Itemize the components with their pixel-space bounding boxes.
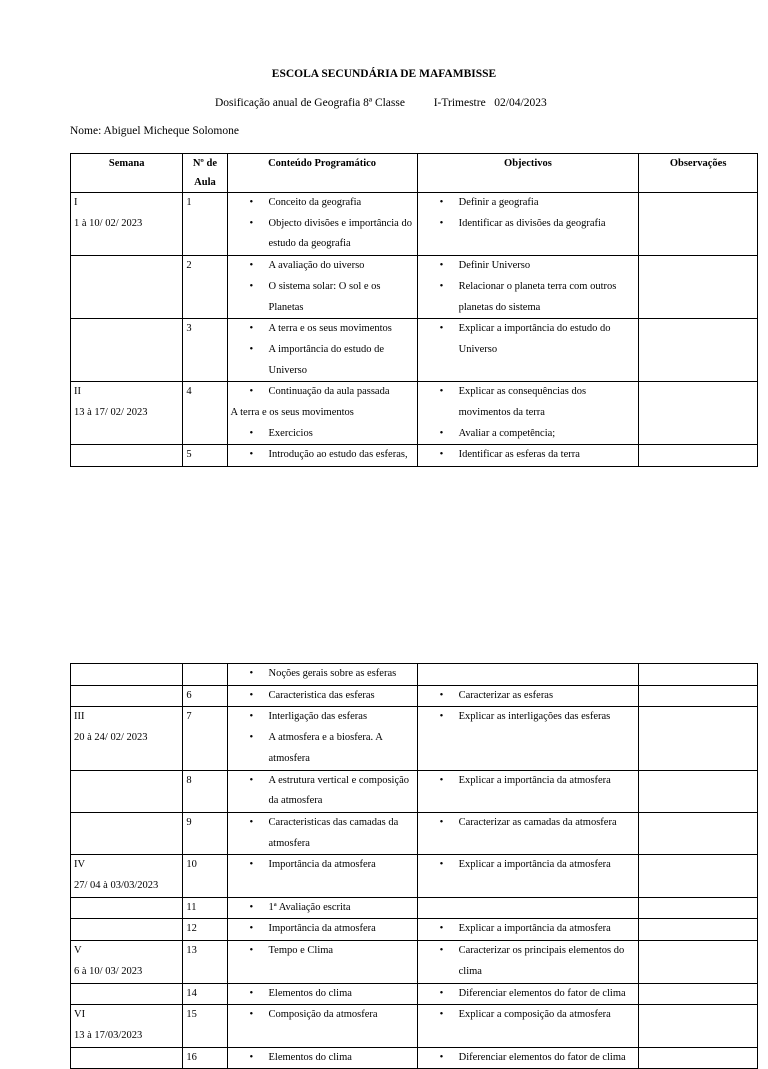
observations-cell: [639, 445, 758, 467]
week-dates: 13 à 17/03/2023: [74, 1029, 143, 1041]
content-item: • Tempo e Clima: [269, 941, 414, 962]
week-cell: [71, 664, 183, 686]
lesson-number-cell: 13: [183, 941, 227, 983]
content-item: • A atmosfera e a biosfera. A atmosfera: [269, 728, 414, 769]
table-row: [71, 685, 758, 707]
lesson-number-cell: 9: [183, 812, 227, 854]
content-list: [231, 771, 414, 812]
observations-cell: [639, 983, 758, 1005]
lesson-number-cell: 14: [183, 983, 227, 1005]
content-cell: [227, 812, 417, 854]
content-cell: [227, 770, 417, 812]
content-list: [231, 664, 414, 685]
week-label: IV: [74, 859, 86, 871]
content-list: [231, 813, 414, 854]
content-cell: [227, 941, 417, 983]
observations-cell: [639, 256, 758, 319]
table-row: [71, 855, 758, 897]
content-item: • Importância da atmosfera: [269, 919, 414, 940]
table-row: [71, 445, 758, 467]
table-row: [71, 897, 758, 919]
lesson-number-cell: [183, 664, 227, 686]
objective-item: • Explicar as consequências dos movimentos da terra: [459, 382, 636, 423]
observations-cell: [639, 941, 758, 983]
objectives-list: [421, 707, 636, 728]
week-cell: [71, 319, 183, 382]
lesson-number-cell: 1: [183, 193, 227, 256]
content-cell: [227, 685, 417, 707]
content-cell: [227, 664, 417, 686]
objective-item: • Diferenciar elementos do fator de clima: [459, 1048, 636, 1069]
observations-cell: [639, 1005, 758, 1047]
lesson-number-cell: 11: [183, 897, 227, 919]
lesson-number-cell: 8: [183, 770, 227, 812]
table-row: [71, 256, 758, 319]
week-cell: [71, 770, 183, 812]
header-content: Conteúdo Programático: [227, 154, 417, 193]
week-cell: [71, 445, 183, 467]
objectives-cell: [417, 319, 639, 382]
observations-cell: [639, 707, 758, 770]
objectives-cell: [417, 770, 639, 812]
table-row: [71, 919, 758, 941]
content-item: • Objecto divisões e importância do estudo da geografia: [269, 214, 414, 255]
content-item: • Introdução ao estudo das esferas,: [269, 445, 414, 466]
content-list: [231, 193, 414, 255]
week-cell: [71, 1005, 183, 1047]
objectives-cell: [417, 919, 639, 941]
objectives-cell: [417, 193, 639, 256]
header-lesson-number: Nº de Aula: [183, 154, 227, 193]
content-cell: [227, 1047, 417, 1069]
lesson-number-cell: 4: [183, 382, 227, 445]
objectives-list: [421, 813, 636, 834]
content-list: [231, 256, 414, 318]
objectives-list: [421, 256, 636, 318]
objective-item: • Diferenciar elementos do fator de clima: [459, 984, 636, 1005]
observations-cell: [639, 919, 758, 941]
week-dates: 13 à 17/ 02/ 2023: [74, 407, 148, 419]
objectives-cell: [417, 664, 639, 686]
table-row: [71, 382, 758, 445]
table-row: [71, 812, 758, 854]
content-cell: [227, 445, 417, 467]
table-row: [71, 983, 758, 1005]
observations-cell: [639, 319, 758, 382]
content-list: [231, 319, 414, 381]
lesson-number-cell: 16: [183, 1047, 227, 1069]
objective-item: • Explicar a importância do estudo do Universo: [459, 319, 636, 360]
content-item: • A estrutura vertical e composição da atmosfera: [269, 771, 414, 812]
content-item: • Exercicios: [269, 424, 414, 445]
week-cell: [71, 382, 183, 445]
content-cell: [227, 707, 417, 770]
objectives-cell: [417, 812, 639, 854]
table-row: [71, 770, 758, 812]
objectives-cell: [417, 382, 639, 445]
week-label: I: [74, 197, 78, 208]
week-dates: 6 à 10/ 03/ 2023: [74, 965, 143, 977]
content-cell: [227, 919, 417, 941]
objectives-cell: [417, 707, 639, 770]
objective-item: • Caracterizar as camadas da atmosfera: [459, 813, 636, 834]
objectives-list: [421, 941, 636, 982]
content-item: • Caracteristica das esferas: [269, 686, 414, 707]
lesson-number-cell: 12: [183, 919, 227, 941]
objective-item: • Relacionar o planeta terra com outros planetas do sistema: [459, 277, 636, 318]
objectives-cell: [417, 897, 639, 919]
content-plain-text: A terra e os seus movimentos: [230, 407, 354, 419]
content-cell: [227, 193, 417, 256]
objectives-list: [421, 445, 636, 466]
observations-cell: [639, 193, 758, 256]
content-cell: [227, 897, 417, 919]
dosification-table-page-1: [70, 153, 758, 467]
content-item: • Continuação da aula passada: [269, 382, 414, 403]
table-row: [71, 664, 758, 686]
content-item: • Noções gerais sobre as esferas: [269, 664, 414, 685]
table-header-row: [71, 154, 758, 193]
objective-item: • Explicar a importância da atmosfera: [459, 855, 636, 876]
lesson-number-cell: 5: [183, 445, 227, 467]
student-name: Nome: Abiguel Micheque Solomone: [70, 125, 239, 137]
objectives-list: [421, 193, 636, 234]
lesson-number-cell: 15: [183, 1005, 227, 1047]
content-list: [231, 707, 414, 769]
objective-item: • Identificar as divisões da geografia: [459, 214, 636, 235]
content-list: [231, 855, 414, 876]
week-dates: 20 à 24/ 02/ 2023: [74, 732, 148, 744]
objective-item: • Explicar a importância da atmosfera: [459, 771, 636, 792]
week-label: VI: [74, 1009, 86, 1021]
content-item: • O sistema solar: O sol e os Planetas: [269, 277, 414, 318]
objectives-cell: [417, 256, 639, 319]
content-cell: [227, 319, 417, 382]
objective-item: • Definir Universo: [459, 256, 636, 277]
lesson-number-cell: 2: [183, 256, 227, 319]
week-label: V: [74, 945, 82, 957]
objectives-list: [421, 1005, 636, 1026]
document-subtitle: Dosificação anual de Geografia 8ª Classe I-Trimestre 02/04/2023: [215, 97, 547, 109]
content-item: • A importância do estudo de Universo: [269, 340, 414, 381]
content-list: [231, 919, 414, 940]
content-item: • Importância da atmosfera: [269, 855, 414, 876]
content-list: [231, 445, 414, 466]
content-item: • Interligação das esferas: [269, 707, 414, 728]
objectives-cell: [417, 983, 639, 1005]
observations-cell: [639, 664, 758, 686]
week-cell: [71, 256, 183, 319]
table-row: [71, 1005, 758, 1047]
week-cell: [71, 941, 183, 983]
objectives-list: [421, 686, 636, 707]
table-row: [71, 319, 758, 382]
objective-item: • Explicar a composição da atmosfera: [459, 1005, 636, 1026]
observations-cell: [639, 812, 758, 854]
week-dates: 1 à 10/ 02/ 2023: [74, 217, 143, 229]
content-cell: [227, 256, 417, 319]
objectives-list: [421, 319, 636, 360]
week-cell: [71, 919, 183, 941]
objective-item: • Explicar a importância da atmosfera: [459, 919, 636, 940]
content-list: [231, 382, 414, 403]
table-row: [71, 1047, 758, 1069]
table-row: [71, 707, 758, 770]
objectives-list: [421, 984, 636, 1005]
objective-item: • Definir a geografia: [459, 193, 636, 214]
content-list: [231, 686, 414, 707]
week-cell: [71, 685, 183, 707]
week-label: II: [74, 386, 81, 398]
objectives-cell: [417, 685, 639, 707]
table-row: [71, 193, 758, 256]
content-item: • A terra e os seus movimentos: [269, 319, 414, 340]
objectives-cell: [417, 1005, 639, 1047]
school-title: ESCOLA SECUNDÁRIA DE MAFAMBISSE: [271, 68, 497, 80]
content-item: • Elementos do clima: [269, 984, 414, 1005]
objectives-list: [421, 919, 636, 940]
week-dates: 27/ 04 à 03/03/2023: [74, 880, 159, 892]
observations-cell: [639, 1047, 758, 1069]
objective-item: • Identificar as esferas da terra: [459, 445, 636, 466]
lesson-number-cell: 7: [183, 707, 227, 770]
lesson-number-cell: 3: [183, 319, 227, 382]
objective-item: • Explicar as interligações das esferas: [459, 707, 636, 728]
content-list: [231, 941, 414, 962]
content-cell: [227, 382, 417, 445]
content-list: [231, 984, 414, 1005]
lesson-number-cell: 10: [183, 855, 227, 897]
header-observations: Observações: [639, 154, 758, 193]
dosification-table-page-2: [70, 663, 758, 1069]
content-list: [231, 1005, 414, 1026]
header-week: Semana: [71, 154, 183, 193]
week-cell: [71, 812, 183, 854]
lesson-number-cell: 6: [183, 685, 227, 707]
content-item: • Conceito da geografia: [269, 193, 414, 214]
objectives-cell: [417, 445, 639, 467]
objectives-cell: [417, 1047, 639, 1069]
content-list: [231, 898, 414, 919]
content-cell: [227, 1005, 417, 1047]
objective-item: • Caracterizar as esferas: [459, 686, 636, 707]
content-item: • Elementos do clima: [269, 1048, 414, 1069]
week-cell: [71, 897, 183, 919]
objective-item: • Avaliar a competência;: [459, 424, 636, 445]
table-row: [71, 941, 758, 983]
observations-cell: [639, 855, 758, 897]
header-objectives: Objectivos: [417, 154, 639, 193]
objective-item: • Caracterizar os principais elementos do clima: [459, 941, 636, 982]
objectives-list: [421, 1048, 636, 1069]
content-item: • 1ª Avaliação escrita: [269, 898, 414, 919]
objectives-cell: [417, 855, 639, 897]
week-cell: [71, 707, 183, 770]
content-item: • A avaliação do uiverso: [269, 256, 414, 277]
objectives-cell: [417, 941, 639, 983]
objectives-list: [421, 771, 636, 792]
observations-cell: [639, 770, 758, 812]
content-list: [231, 424, 414, 445]
content-list: [231, 1048, 414, 1069]
content-item: • Composição da atmosfera: [269, 1005, 414, 1026]
observations-cell: [639, 897, 758, 919]
week-cell: [71, 1047, 183, 1069]
objectives-list: [421, 382, 636, 444]
week-cell: [71, 855, 183, 897]
content-item: • Caracteristicas das camadas da atmosfera: [269, 813, 414, 854]
week-cell: [71, 983, 183, 1005]
content-cell: [227, 855, 417, 897]
objectives-list: [421, 855, 636, 876]
observations-cell: [639, 382, 758, 445]
observations-cell: [639, 685, 758, 707]
content-cell: [227, 983, 417, 1005]
week-cell: [71, 193, 183, 256]
week-label: III: [74, 711, 85, 723]
